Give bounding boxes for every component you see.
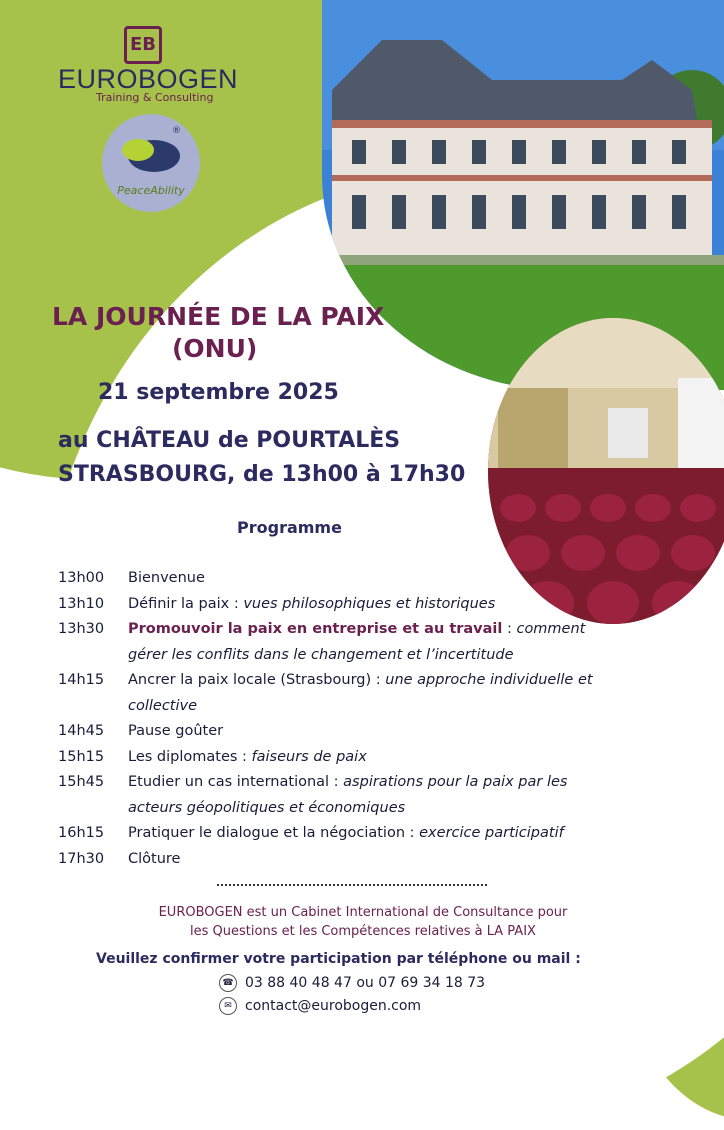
agenda-subtitle: vues philosophiques et historiques: [243, 595, 496, 612]
agenda-time: 15h15: [58, 748, 105, 765]
dove-icon: [102, 114, 200, 212]
mail-icon: ✉: [219, 997, 237, 1015]
agenda-description: [128, 566, 618, 592]
agenda-highlight: Promouvoir la paix en entreprise et au travail: [128, 621, 503, 637]
peaceability-logo: [102, 114, 200, 212]
email-contact[interactable]: [219, 997, 421, 1015]
phone-numbers[interactable]: 03 88 40 48 47 ou 07 69 34 18 73: [245, 975, 486, 991]
agenda-time: 14h15: [58, 672, 105, 688]
agenda-item: [58, 592, 618, 618]
email-address[interactable]: contact@eurobogen.com: [245, 998, 422, 1014]
about-text: [108, 903, 618, 941]
agenda-text: Pause goûter: [128, 723, 224, 739]
agenda-description: [128, 719, 618, 745]
agenda-time: 13h30: [58, 621, 105, 637]
programme-heading: Programme: [237, 518, 342, 537]
agenda-text: Clôture: [128, 850, 181, 867]
agenda-description: [128, 668, 618, 719]
agenda-subtitle: une approche individuelle et collective: [128, 672, 593, 714]
event-title-onu: (ONU): [172, 334, 258, 363]
event-title: LA JOURNÉE DE LA PAIX: [52, 302, 385, 331]
agenda-time: 13h10: [58, 595, 105, 612]
agenda-time: 13h00: [58, 570, 105, 586]
event-venue: au CHÂTEAU de POURTALÈS: [58, 428, 401, 453]
event-date: 21 septembre 2025: [98, 380, 339, 405]
agenda-subtitle: exercice participatif: [419, 825, 564, 841]
agenda-subtitle: comment gérer les conflits dans le changement et l’incertitude: [128, 621, 586, 663]
phone-contact[interactable]: [219, 974, 485, 992]
agenda-list: [58, 566, 618, 872]
agenda-item: [58, 821, 618, 847]
about-line: les Questions et les Compétences relatives à LA PAIX: [190, 924, 536, 939]
agenda-time: 16h15: [58, 825, 105, 841]
agenda-item: [58, 847, 618, 873]
agenda-description: [128, 592, 618, 618]
agenda-subtitle: aspirations pour la paix par les acteurs géopolitiques et économiques: [128, 774, 568, 816]
about-line: EUROBOGEN est un Cabinet International de Consultance pour: [158, 905, 568, 920]
agenda-description: [128, 847, 618, 873]
agenda-time: 17h30: [58, 850, 105, 867]
agenda-text: Définir la paix :: [128, 595, 244, 612]
agenda-time: 14h45: [58, 723, 105, 739]
peaceability-text: PeaceAbility: [117, 184, 185, 197]
agenda-item: [58, 617, 618, 668]
agenda-time: 15h45: [58, 774, 105, 790]
agenda-description: [128, 745, 618, 771]
eurobogen-logo-mark: EB: [124, 26, 162, 64]
agenda-text: Pratiquer le dialogue et la négociation :: [128, 825, 420, 841]
agenda-text: Etudier un cas international :: [128, 774, 344, 790]
agenda-item: [58, 770, 618, 821]
phone-icon: ☎: [219, 974, 237, 992]
agenda-text: :: [502, 621, 517, 637]
agenda-description: [128, 821, 618, 847]
agenda-description: [128, 617, 618, 668]
company-tagline: Training & Consulting: [96, 91, 214, 104]
divider: [217, 884, 487, 886]
agenda-text: Ancrer la paix locale (Strasbourg) :: [128, 672, 386, 688]
agenda-item: [58, 566, 618, 592]
rsvp-heading: Veuillez confirmer votre participation par téléphone ou mail :: [96, 951, 581, 967]
agenda-text: Les diplomates :: [128, 748, 252, 765]
company-name: EUROBOGEN: [58, 64, 239, 94]
event-location-time: STRASBOURG, de 13h00 à 17h30: [58, 462, 466, 487]
agenda-item: [58, 745, 618, 771]
agenda-item: [58, 719, 618, 745]
agenda-subtitle: faiseurs de paix: [251, 748, 367, 765]
agenda-text: Bienvenue: [128, 570, 205, 586]
agenda-item: [58, 668, 618, 719]
agenda-description: [128, 770, 618, 821]
registered-mark: ®: [172, 126, 181, 136]
